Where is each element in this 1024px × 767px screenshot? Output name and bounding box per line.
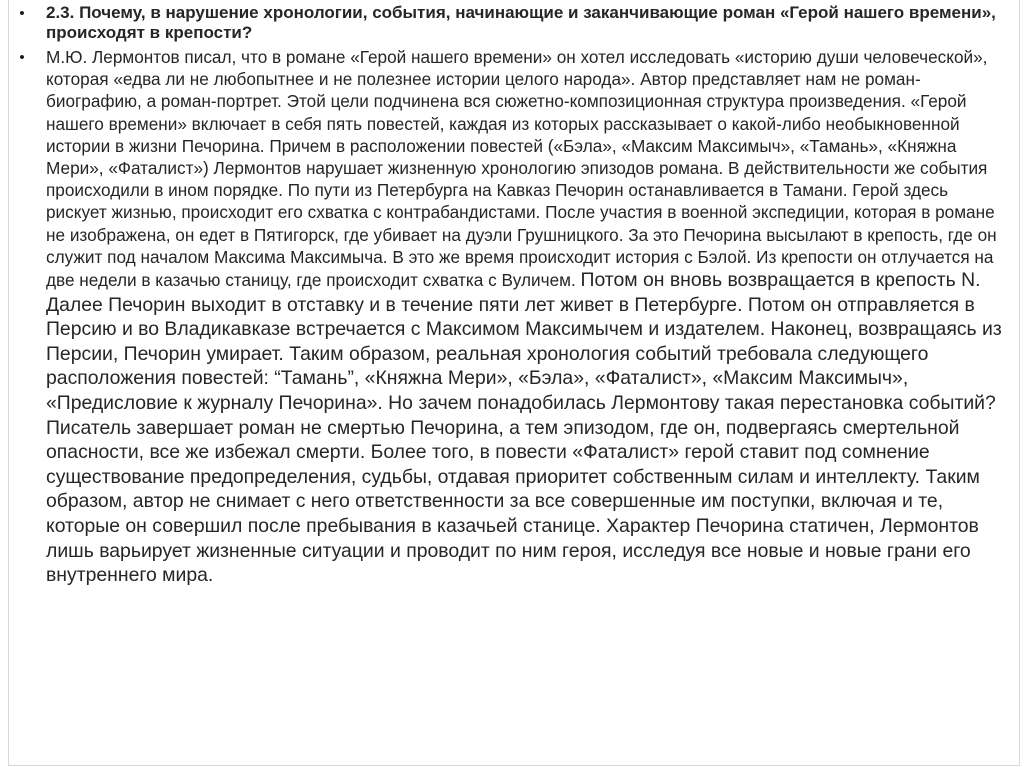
answer-text-small: М.Ю. Лермонтов писал, что в романе «Герой нашего времени» он хотел исследовать «историю души человеческой», которая «едва ли не любопытнее и не полезнее истории целого народа». Автор представляет нам не роман-биографию, а роман-портрет. Этой цели подчинена вся сюжетно-композиционная структура произведения. «Герой нашего времени» включает в себя пять повестей, каждая из которых рассказывает о какой-либо необыкновенной истории в жизни Печорина. Причем в расположении повестей («Бэла», «Максим Максимыч», «Тамань», «Княжна Мери», «Фаталист») Лермонтов нарушает жизненную хронологию эпизодов романа. В действительности же события происходили в ином порядке. По пути из Петербурга на Кавказ Печорин останавливается в Тамани. Герой здесь рискует жизнью, происходит его схватка с контрабандистами. После участия в военной экспедиции, которая в романе не изображена, он едет в Пятигорск, где убивает на дуэли Грушницкого. За это Печорина высылают в крепость, где он служит под началом Максима Максимыча. В это же время происходит история с Бэлой. Из крепости он отлучается на две недели в казачью станицу, где происходит схватка с Вуличем. — [46, 47, 997, 291]
question-item — [12, 3, 1006, 43]
answer-item — [12, 46, 1006, 588]
bullet-icon: • — [19, 5, 25, 22]
bullet-icon: • — [19, 49, 25, 66]
answer-paragraph — [46, 46, 1006, 588]
answer-text-large: Потом он вновь возвращается в крепость N. Далее Печорин выходит в отставку и в течение пяти лет живет в Петербурге. Потом он отправляется в Персию и во Владикавказе встречается с Максимом Максимычем и издателем. Наконец, возвращаясь из Персии, Печорин умирает. Таким образом, реальная хронология событий требовала следующего расположения повестей: “Тамань”, «Княжна Мери», «Бэла», «Фаталист», «Максим Максимыч», «Предисловие к журналу Печорина». Но зачем понадобилась Лермонтову такая перестановка событий? Писатель завершает роман не смертью Печорина, а тем эпизодом, где он, подвергаясь смертельной опасности, все же избежал смерти. Более того, в повести «Фаталист» герой ставит под сомнение существование предопределения, судьбы, отдавая приоритет собственным силам и интеллекту. Таким образом, автор не снимает с него ответственности за все совершенные им поступки, включая и те, которые он совершил после пребывания в казачьей станице. Характер Печорина статичен, Лермонтов лишь варьирует жизненные ситуации и проводит по ним героя, исследуя все новые и новые грани его внутреннего мира. — [46, 269, 1002, 587]
question-heading: 2.3. Почему, в нарушение хронологии, события, начинающие и заканчивающие роман «Герой нашего времени», происходят в крепости? — [46, 3, 996, 42]
